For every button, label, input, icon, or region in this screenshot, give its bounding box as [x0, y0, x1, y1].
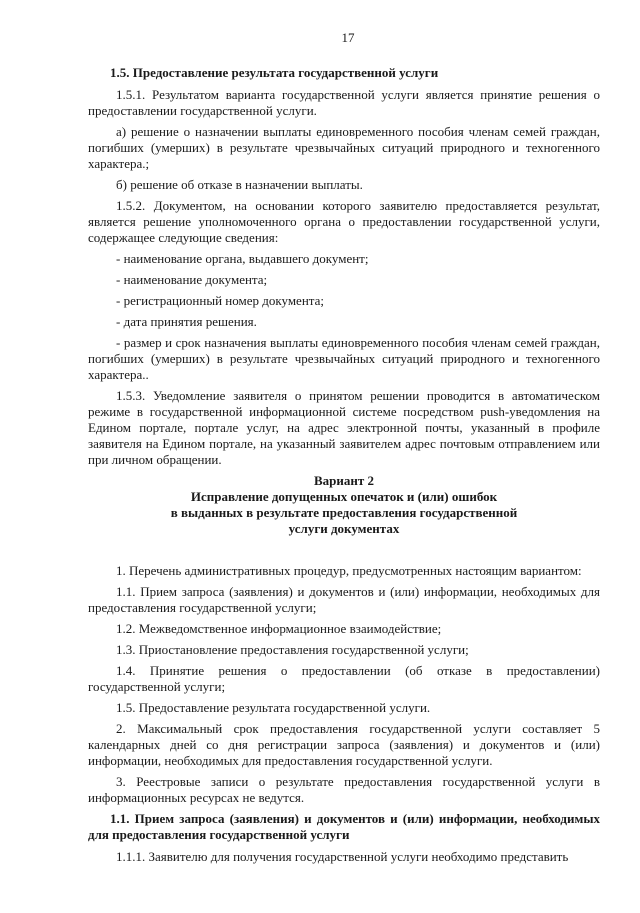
- paragraph-registry: 3. Реестровые записи о результате предоставления государственной услуги в информационных ресурсах не ведутся.: [88, 774, 600, 805]
- variant-subtitle-line: Исправление допущенных опечаток и (или) ошибок: [190, 489, 498, 504]
- procedure-item: 1.4. Принятие решения о предоставлении (об отказе в предоставлении) государственной услуги;: [88, 663, 600, 694]
- document-page: [88, 30, 600, 870]
- paragraph-procedures: 1. Перечень административных процедур, предусмотренных настоящим вариантом:: [116, 563, 582, 578]
- paragraph-1-5-1: 1.5.1. Результатом варианта государственной услуги является принятие решения о предоставлении государственной услуги.: [88, 87, 600, 118]
- variant-subtitle-line: в выданных в результате предоставления государственной: [170, 505, 518, 520]
- paragraph-1-5-3: 1.5.3. Уведомление заявителя о принятом решении проводится в автоматическом режиме в государственной информационной системе посредством push-уведомления на Едином портале, портале услуг, на адрес электронной почты, указанный в профиле заявителя на Едином портале, на указанный заявителем адрес почтовым отправлением или при личном обращении.: [88, 388, 600, 467]
- paragraph-1-5-2: 1.5.2. Документом, на основании которого заявителю предоставляется результат, является решение уполномоченного органа о предоставлении государственной услуги, содержащее следующие сведения:: [88, 198, 600, 245]
- section-heading-1-5: 1.5. Предоставление результата государственной услуги: [110, 65, 439, 80]
- procedure-item: 1.5. Предоставление результата государственной услуги.: [116, 700, 431, 715]
- variant-subtitle-line: услуги документах: [288, 521, 400, 536]
- variant-title: Вариант 2: [313, 473, 375, 488]
- page-number: 17: [341, 30, 355, 45]
- paragraph-a: а) решение о назначении выплаты единовременного пособия членам семей граждан, погибших (умерших) в результате чрезвычайных ситуаций природного и техногенного характера.;: [88, 124, 600, 171]
- list-item: - регистрационный номер документа;: [116, 293, 324, 308]
- list-item: - наименование органа, выдавшего документ;: [116, 251, 369, 266]
- paragraph-max-term: 2. Максимальный срок предоставления государственной услуги составляет 5 календарных дней со дня регистрации запроса (заявления) и документов и (или) информации, необходимых для предоставления государственной услуги.: [88, 721, 600, 768]
- procedure-item: 1.3. Приостановление предоставления государственной услуги;: [116, 642, 469, 657]
- procedure-item: 1.2. Межведомственное информационное взаимодействие;: [116, 621, 442, 636]
- list-item: - наименование документа;: [116, 272, 268, 287]
- list-item: - дата принятия решения.: [116, 314, 257, 329]
- variant-title-block: [88, 473, 600, 537]
- procedure-item: 1.1. Прием запроса (заявления) и документов и (или) информации, необходимых для предоставления государственной услуги;: [88, 584, 600, 615]
- section-heading-1-1: 1.1. Прием запроса (заявления) и документов и (или) информации, необходимых для предоставления государственной услуги: [88, 811, 600, 842]
- paragraph-b: б) решение об отказе в назначении выплаты.: [116, 177, 363, 192]
- list-item: - размер и срок назначения выплаты единовременного пособия членам семей граждан, погибших (умерших) в результате чрезвычайных ситуаций природного и техногенного характера..: [88, 335, 600, 382]
- paragraph-1-1-1: 1.1.1. Заявителю для получения государственной услуги необходимо представить: [116, 849, 569, 864]
